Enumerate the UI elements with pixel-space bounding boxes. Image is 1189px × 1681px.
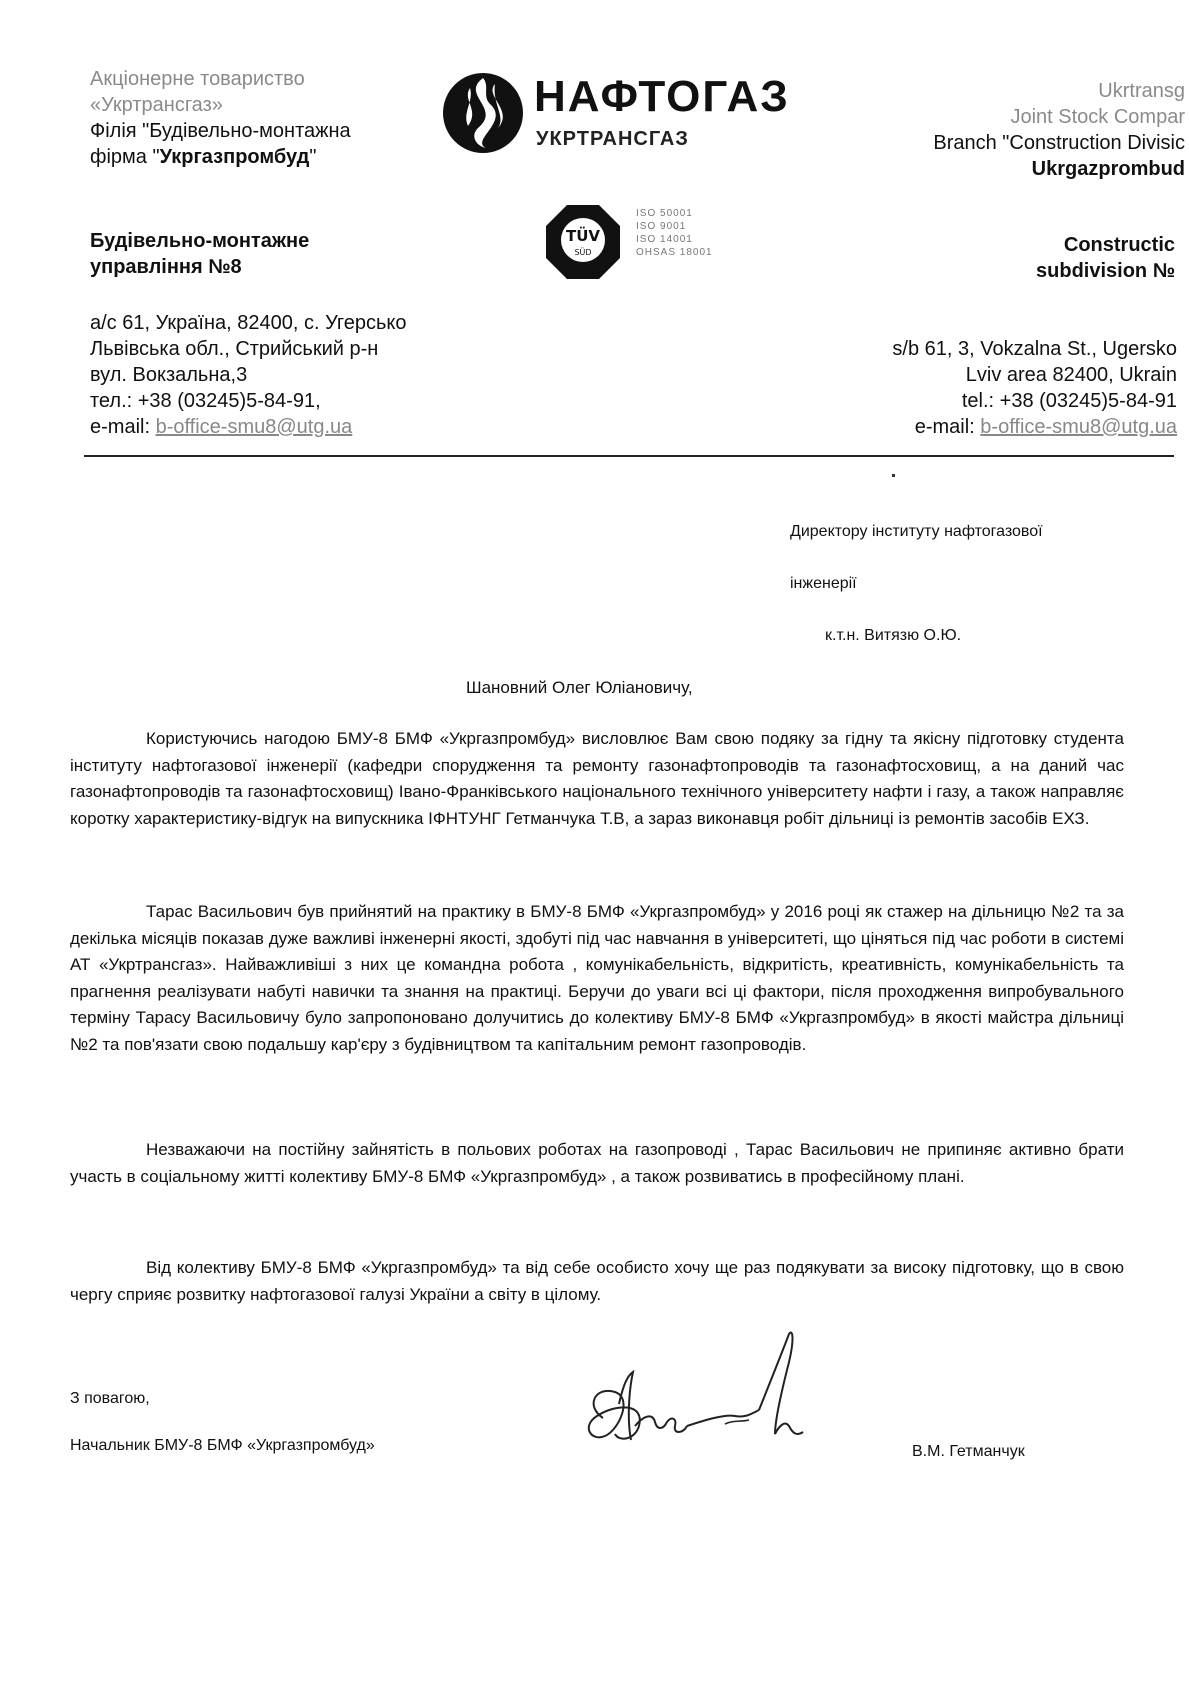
iso-standard: OHSAS 18001 [636, 247, 713, 258]
closing: З повагою, [70, 1390, 150, 1407]
email-label: e-mail: [90, 416, 156, 438]
body-paragraph-1: Користуючись нагодою БМУ-8 БМФ «Укргазпромбуд» висловлює Вам свою подяку за гідну та якісну підготовку студента інституту нафтогазової інженерії (кафедри спорудження та ремонту газонафтопроводів та газонафтосховищ, а на даний час газонафтопроводів та газонафтосховищ) Івано-Франківського національного технічного університету нафти і газу, а також направляє коротку характеристику-відгук на випускника ІФНТУНГ Гетманчука Т.В, а зараз виконавця робіт дільниці із ремонтів засобів ЕХЗ. [70, 729, 1124, 828]
subdivision-left [90, 228, 309, 280]
subdivision-line1: Будівельно-монтажне [90, 230, 310, 252]
signer-position: Начальник БМУ-8 БМФ «Укргазпромбуд» [70, 1437, 375, 1454]
svg-text:TÜV: TÜV [565, 227, 601, 245]
body-paragraph-3: Незважаючи на постійну зайнятість в польових роботах на газопроводі , Тарас Васильович не припиняє активно брати участь в соціальному житті колективу БМУ-8 БМФ «Укргазпромбуд» , а також розвиватись в професійному плані. [70, 1140, 1124, 1186]
recipient-line1: Директору інституту нафтогазової [790, 523, 1043, 540]
address-en-line2: Lviv area 82400, Ukrain [965, 364, 1177, 386]
branch-line2 [90, 144, 351, 170]
company-name-en-line2: Joint Stock Compar [1010, 106, 1185, 128]
signer-name: В.М. Гетманчук [912, 1443, 1025, 1460]
tuv-sud-octagon-icon [544, 203, 622, 281]
branch-en-line2: Ukrgazprombud [1031, 158, 1185, 180]
iso-standard: ISO 9001 [636, 221, 687, 232]
phone-line: тел.: +38 (03245)5-84-91, [90, 390, 321, 412]
branch-line2-prefix: фірма " [90, 146, 160, 168]
body-paragraph-4: Від колективу БМУ-8 БМФ «Укргазпромбуд» та від себе особисто хочу ще раз подякувати за високу підготовку, що в свою чергу сприяє розвитку нафтогазової галузі України а світу в цілому. [70, 1258, 1124, 1304]
email-link[interactable]: b-office-smu8@utg.ua [155, 416, 353, 438]
scan-speck [892, 474, 895, 477]
phone-en-line: tel.: +38 (03245)5-84-91 [961, 390, 1177, 412]
company-name-line1: Акціонерне товариство [90, 68, 305, 90]
company-name-en-line1: Ukrtransg [1098, 80, 1185, 102]
branch-en-line1: Branch "Construction Divisic [933, 132, 1185, 154]
email-label: e-mail: [914, 416, 981, 438]
naftogaz-logo [440, 72, 820, 152]
subdivision-en-line1: Constructic [1063, 234, 1175, 256]
sender-header-left [90, 66, 351, 170]
address-right [833, 336, 1177, 440]
address-en-line1: s/b 61, 3, Vokzalna St., Ugersko [892, 338, 1177, 360]
branch-line1: Філія "Будівельно-монтажна [90, 120, 351, 142]
sender-header-right [803, 78, 1185, 182]
naftogaz-flame-logo-icon [440, 70, 526, 156]
subdivision-right [903, 232, 1175, 284]
address-left [90, 310, 407, 440]
logo-title: НАФТОГАЗ [534, 72, 790, 121]
handwritten-signature [575, 1330, 835, 1480]
salutation: Шановний Олег Юліановичу, [466, 678, 693, 697]
branch-name: Укргазпромбуд [159, 146, 310, 168]
company-name-line2: «Укртрансгаз» [90, 94, 223, 116]
subdivision-en-line2: subdivision № [1036, 260, 1175, 282]
logo-subtitle: УКРТРАНСГАЗ [536, 128, 689, 150]
address-line1: а/с 61, Україна, 82400, с. Угерсько [90, 312, 407, 334]
email-line [90, 414, 407, 440]
header-divider [84, 455, 1174, 457]
certification-block [544, 203, 744, 279]
iso-standards-list [636, 207, 713, 259]
email-en-line [833, 414, 1177, 440]
address-line3: вул. Вокзальна,3 [90, 364, 248, 386]
svg-text:SÜD: SÜD [574, 248, 592, 257]
subdivision-line2: управління №8 [90, 256, 242, 278]
recipient-line3: к.т.н. Витязю О.Ю. [825, 627, 962, 644]
recipient-line2: інженерії [790, 575, 857, 592]
branch-line2-suffix: " [309, 146, 317, 168]
body-paragraph-2: Тарас Васильович був прийнятий на практику в БМУ-8 БМФ «Укргазпромбуд» у 2016 році як стажер на дільницю №2 та за декілька місяців показав дуже важливі інженерні якості, здобуті під час навчання в університеті, що цiняться під час роботи в системі АТ «Укртрансгаз». Найважливіші з них це командна робота , комунікабельність, відкритість, креативність, комунікабельність та прагнення реалізувати набуті навички та знання на практиці. Беручи до уваги всі ці фактори, після проходження випробувального терміну Тарасу Васильовичу було запропоновано долучитись до колективу БМУ-8 БМФ «Укргазпромбуд» в якості майстра дільниці №2 та пов'язати свою подальшу кар'єру з будівництвом та капітальним ремонт газопроводів. [70, 902, 1124, 1054]
email-link[interactable]: b-office-smu8@utg.ua [980, 416, 1177, 438]
address-line2: Львівська обл., Стрийський р-н [90, 338, 379, 360]
iso-standard: ISO 14001 [636, 234, 693, 245]
iso-standard: ISO 50001 [636, 208, 693, 219]
